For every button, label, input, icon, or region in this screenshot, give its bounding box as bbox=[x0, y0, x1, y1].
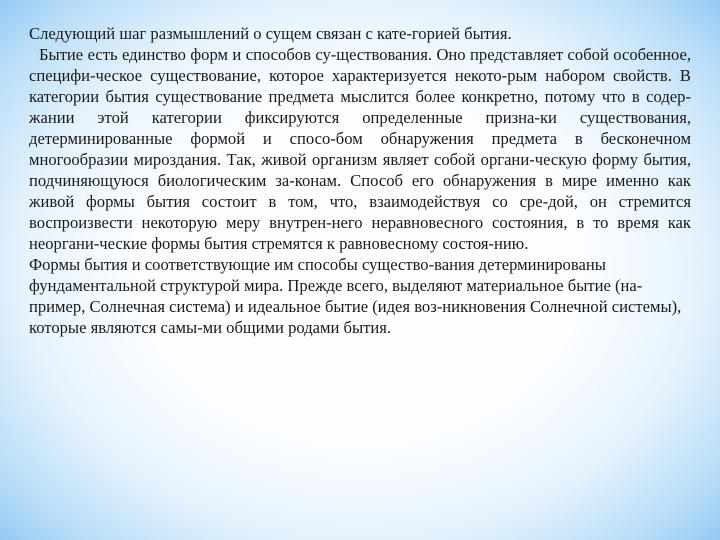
paragraph-being-definition: Бытие есть единство форм и способов су-ществования. Оно представляет собой особенное, специфи-ческое существование, которое характеризуется некото-рым набором свойств. В категории бытия существование предмета мыслится более конкретно, потому что в содер-жании этой категории фиксируются определенные призна-ки существования, детерминированные формой и спосо-бом обнаружения предмета в бесконечном многообразии мироздания. Так, живой организм являет собой органи-ческую форму бытия, подчиняющуюся биологическим за-конам. Способ его обнаружения в мире именно как живой формы бытия состоит в том, что, взаимодействуя со сре-дой, он стремится воспроизвести некоторую меру внутрен-него неравновесного состояния, в то время как неоргани-ческие формы бытия стремятся к равновесному состоя-нию. bbox=[29, 45, 691, 253]
paragraph-forms-of-being: Формы бытия и соответствующие им способы существо-вания детерминированы фундаментальной структурой мира. Прежде всего, выделяют материальное бытие (на-пример, Солнечная система) и идеальное бытие (идея воз-никновения Солнечной системы), которые являются самы-ми общими родами бытия. bbox=[29, 255, 682, 337]
paragraph-intro: Следующий шаг размышлений о сущем связан с кате-горией бытия. bbox=[29, 24, 512, 43]
slide-text-body bbox=[29, 23, 691, 338]
